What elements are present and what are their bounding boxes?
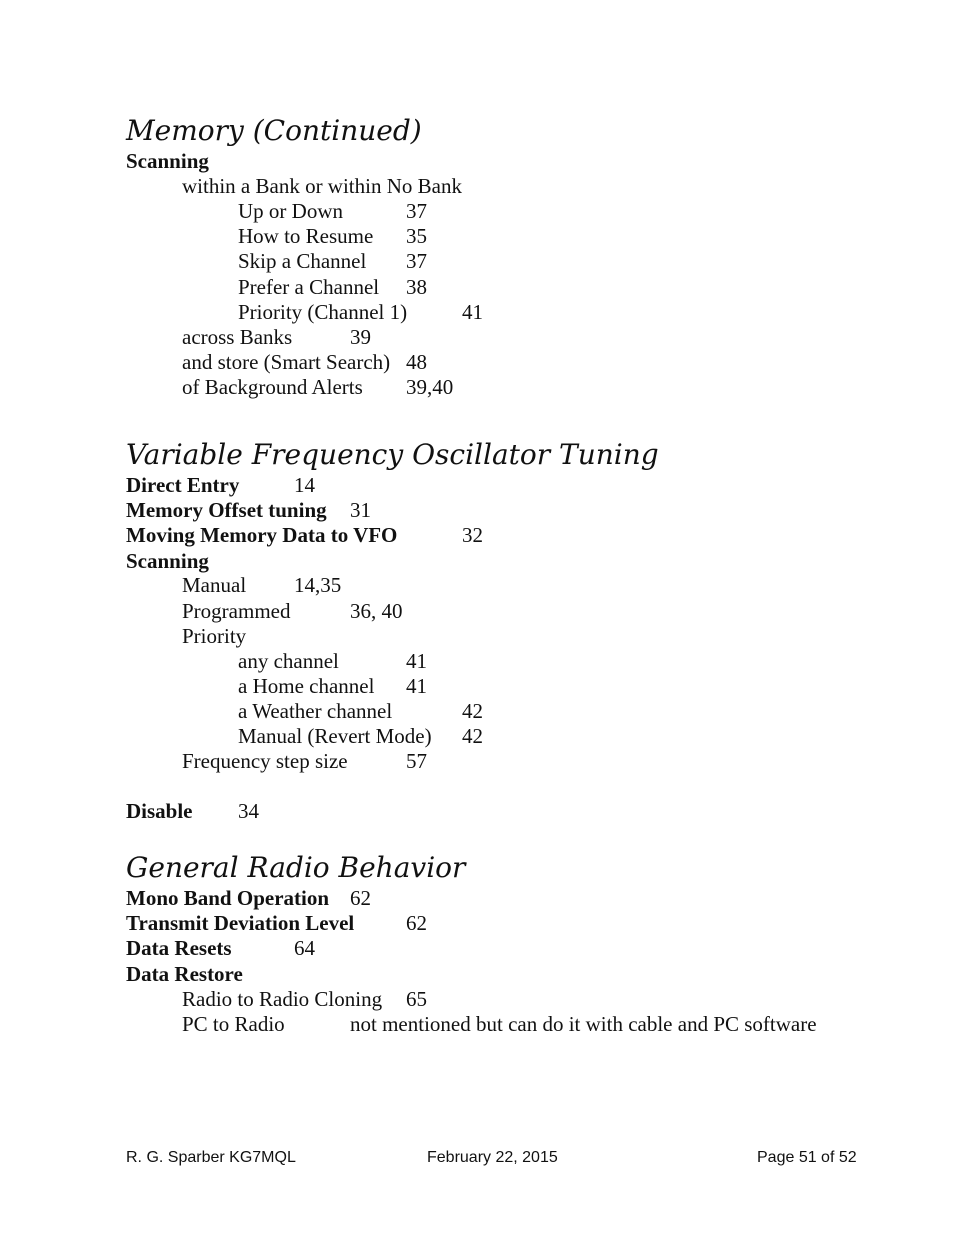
entry-label: Frequency step size: [182, 749, 348, 773]
entry-label: any channel: [238, 649, 339, 673]
section-heading: Variable Frequency Oscillator Tuning: [126, 438, 659, 471]
entry-label: PC to Radio: [182, 1012, 285, 1036]
section-heading: General Radio Behavior: [126, 851, 466, 884]
entry-label: within a Bank or within No Bank: [182, 174, 462, 198]
entry-pages: 42: [462, 724, 483, 748]
entry-pages: 32: [462, 523, 483, 547]
entry-label: and store (Smart Search): [182, 350, 391, 374]
entry-label: of Background Alerts: [182, 375, 363, 399]
entry-pages: 41: [406, 674, 427, 698]
entry-label: Scanning: [126, 549, 209, 573]
entry-label: Disable: [126, 799, 193, 823]
entry-label: Mono Band Operation: [126, 886, 330, 910]
entry-pages: 42: [462, 699, 483, 723]
entry-pages: 41: [462, 300, 483, 324]
footer-author: R. G. Sparber KG7MQL: [126, 1149, 296, 1166]
entry-pages: 48: [406, 350, 427, 374]
entry-label: Memory Offset tuning: [126, 498, 327, 522]
entry-label: Transmit Deviation Level: [126, 911, 355, 935]
entry-pages: 62: [350, 886, 371, 910]
entry-label: across Banks: [182, 325, 293, 349]
entry-pages: 39,40: [406, 375, 454, 399]
entry-label: How to Resume: [238, 224, 374, 248]
entry-label: Data Resets: [126, 936, 232, 960]
entry-pages: not mentioned but can do it with cable and PC software: [350, 1012, 817, 1036]
entry-label: Manual: [182, 573, 247, 597]
entry-pages: 41: [406, 649, 427, 673]
entry-pages: 39: [350, 325, 371, 349]
entry-pages: 34: [238, 799, 259, 823]
footer-page-number: Page 51 of 52: [757, 1149, 857, 1166]
entry-label: Up or Down: [238, 199, 343, 223]
entry-label: Priority (Channel 1): [238, 300, 408, 324]
entry-pages: 36, 40: [350, 599, 403, 623]
entry-pages: 64: [294, 936, 315, 960]
entry-label: Data Restore: [126, 962, 243, 986]
entry-pages: 62: [406, 911, 427, 935]
entry-pages: 57: [406, 749, 427, 773]
entry-pages: 65: [406, 987, 427, 1011]
entry-pages: 31: [350, 498, 371, 522]
entry-pages: 14,35: [294, 573, 342, 597]
entry-pages: 37: [406, 199, 427, 223]
footer-date: February 22, 2015: [427, 1149, 558, 1166]
entry-label: Programmed: [182, 599, 291, 623]
entry-label: Prefer a Channel: [238, 275, 380, 299]
entry-label: Scanning: [126, 149, 209, 173]
entry-pages: 14: [294, 473, 315, 497]
entry-label: a Weather channel: [238, 699, 393, 723]
entry-label: a Home channel: [238, 674, 375, 698]
entry-label: Radio to Radio Cloning: [182, 987, 383, 1011]
entry-label: Direct Entry: [126, 473, 240, 497]
section-heading: Memory (Continued): [126, 114, 422, 147]
entry-label: Skip a Channel: [238, 249, 367, 273]
entry-pages: 38: [406, 275, 427, 299]
entry-pages: 37: [406, 249, 427, 273]
entry-label: Priority: [182, 624, 247, 648]
entry-label: Moving Memory Data to VFO: [126, 523, 398, 547]
entry-pages: 35: [406, 224, 427, 248]
entry-label: Manual (Revert Mode): [238, 724, 432, 748]
